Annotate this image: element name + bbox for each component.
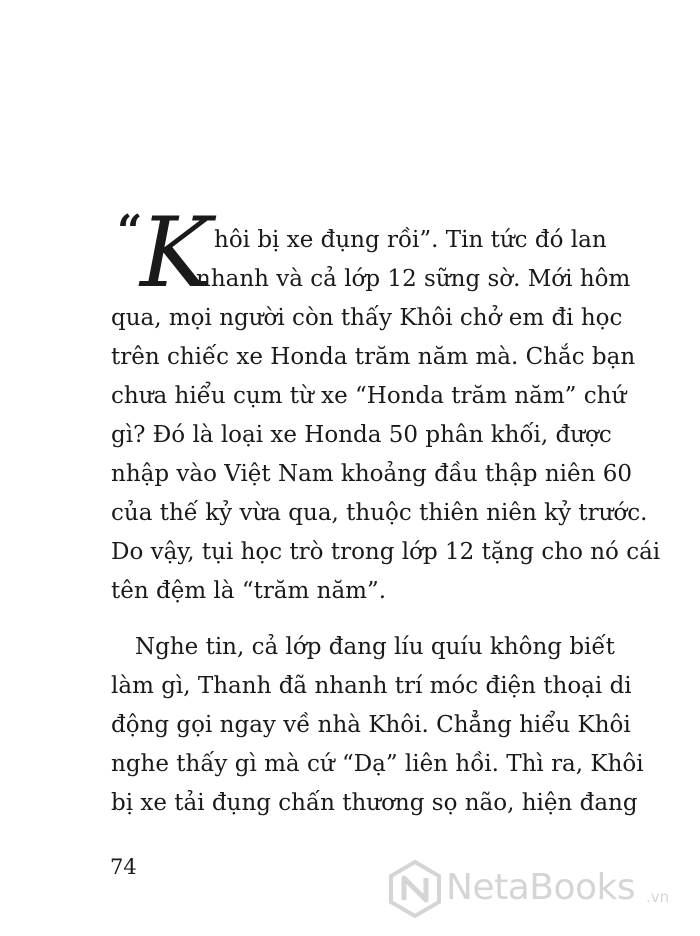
text-line: nhập vào Việt Nam khoảng đầu thập niên 60 xyxy=(111,461,632,487)
text-line: qua, mọi người còn thấy Khôi chở em đi học xyxy=(111,305,623,331)
watermark-domain: .vn xyxy=(646,888,670,906)
page-number: 74 xyxy=(110,855,137,879)
text-line: Do vậy, tụi học trò trong lớp 12 tặng cho nó cái xyxy=(111,539,661,565)
text-line: hôi bị xe đụng rồi”. Tin tức đó lan xyxy=(214,227,607,253)
drop-cap-letter: K xyxy=(140,197,212,309)
text-line: tên đệm là “trăm năm”. xyxy=(111,578,387,604)
text-line: trên chiếc xe Honda trăm năm mà. Chắc bạn xyxy=(111,344,636,370)
text-line: bị xe tải đụng chấn thương sọ não, hiện đang xyxy=(111,790,638,816)
text-line: Nghe tin, cả lớp đang líu quíu không biết xyxy=(135,634,615,660)
text-line: gì? Đó là loại xe Honda 50 phân khối, được xyxy=(111,422,612,448)
text-line: chưa hiểu cụm từ xe “Honda trăm năm” chứ xyxy=(111,383,627,409)
text-line: nhanh và cả lớp 12 sững sờ. Mới hôm xyxy=(196,266,631,292)
netabooks-logo-icon xyxy=(384,858,446,920)
text-line: của thế kỷ vừa qua, thuộc thiên niên kỷ trước. xyxy=(111,500,648,526)
watermark-text: NetaBooks xyxy=(446,867,636,908)
watermark xyxy=(384,858,684,920)
opening-quote-mark: “ xyxy=(117,206,143,257)
text-line: nghe thấy gì mà cứ “Dạ” liên hồi. Thì ra, Khôi xyxy=(111,751,644,777)
text-line: làm gì, Thanh đã nhanh trí móc điện thoại di xyxy=(111,673,632,699)
text-line: động gọi ngay về nhà Khôi. Chẳng hiểu Khôi xyxy=(111,712,631,738)
